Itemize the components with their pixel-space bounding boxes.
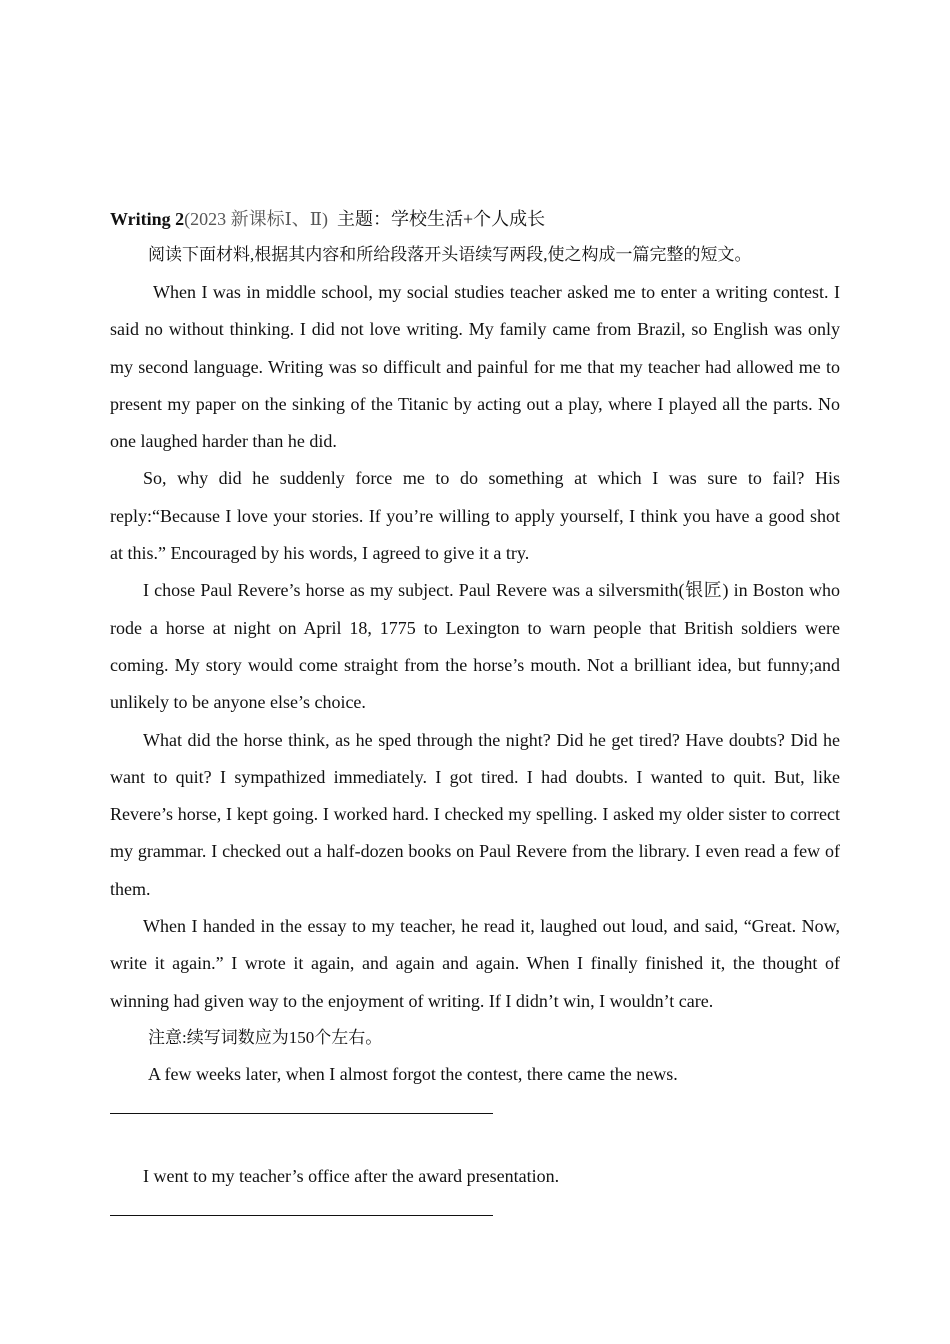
- instruction-text: 阅读下面材料,根据其内容和所给段落开头语续写两段,使之构成一篇完整的短文。: [148, 245, 752, 264]
- answer-line-1[interactable]: [110, 1113, 493, 1114]
- writing-label: Writing 2: [110, 209, 185, 229]
- word-count-note: 注意:续写词数应为150个左右。: [148, 1027, 383, 1047]
- document-page: [110, 202, 840, 1216]
- theme-label: 主题：学校生活+个人成长: [337, 209, 546, 229]
- continuation-starter-1: A few weeks later, when I almost forgot the contest, there came the news.: [148, 1063, 678, 1084]
- story-paragraph-4: What did the horse think, as he sped through the night? Did he get tired? Have doubts? Did he want to quit? I sympathized immediately. I got tired. I had doubts. I wanted to quit. But, like Revere’s horse, I kept going. I worked hard. I checked my spelling. I asked my older sister to correct my grammar. I checked out a half-dozen books on Paul Revere from the library. I even read a few of them.: [110, 729, 840, 899]
- story-paragraph-1: When I was in middle school, my social studies teacher asked me to enter a writing contest. I said no without thinking. I did not love writing. My family came from Brazil, so English was only my second language. Writing was so difficult and painful for me that my teacher had allowed me to present my paper on the sinking of the Titanic by acting out a play, where I played all the parts. No one laughed harder than he did.: [110, 282, 840, 452]
- section-title: [110, 202, 840, 236]
- story-paragraph-3: I chose Paul Revere’s horse as my subject. Paul Revere was a silversmith(银匠) in Boston who rode a horse at night on April 18, 1775 to Lexington to warn people that British soldiers were coming. My story would come straight from the horse’s mouth. Not a brilliant idea, but funny;and unlikely to be anyone else’s choice.: [110, 580, 840, 713]
- story-paragraph-5: When I handed in the essay to my teacher, he read it, laughed out loud, and said, “Great. Now, write it again.” I wrote it again, and again and again. When I finally finished it, the thought of winning had given way to the enjoyment of writing. If I didn’t win, I wouldn’t care.: [110, 916, 840, 1011]
- answer-line-2[interactable]: [110, 1215, 493, 1216]
- continuation-starter-2: I went to my teacher’s office after the award presentation.: [143, 1165, 560, 1186]
- exam-source: (2023 新课标Ⅰ、Ⅱ): [184, 209, 329, 229]
- story-paragraph-2: So, why did he suddenly force me to do something at which I was sure to fail? His reply:“Because I love your stories. If you’re willing to apply yourself, I think you have a good shot at this.” Encouraged by his words, I agreed to give it a try.: [110, 468, 840, 564]
